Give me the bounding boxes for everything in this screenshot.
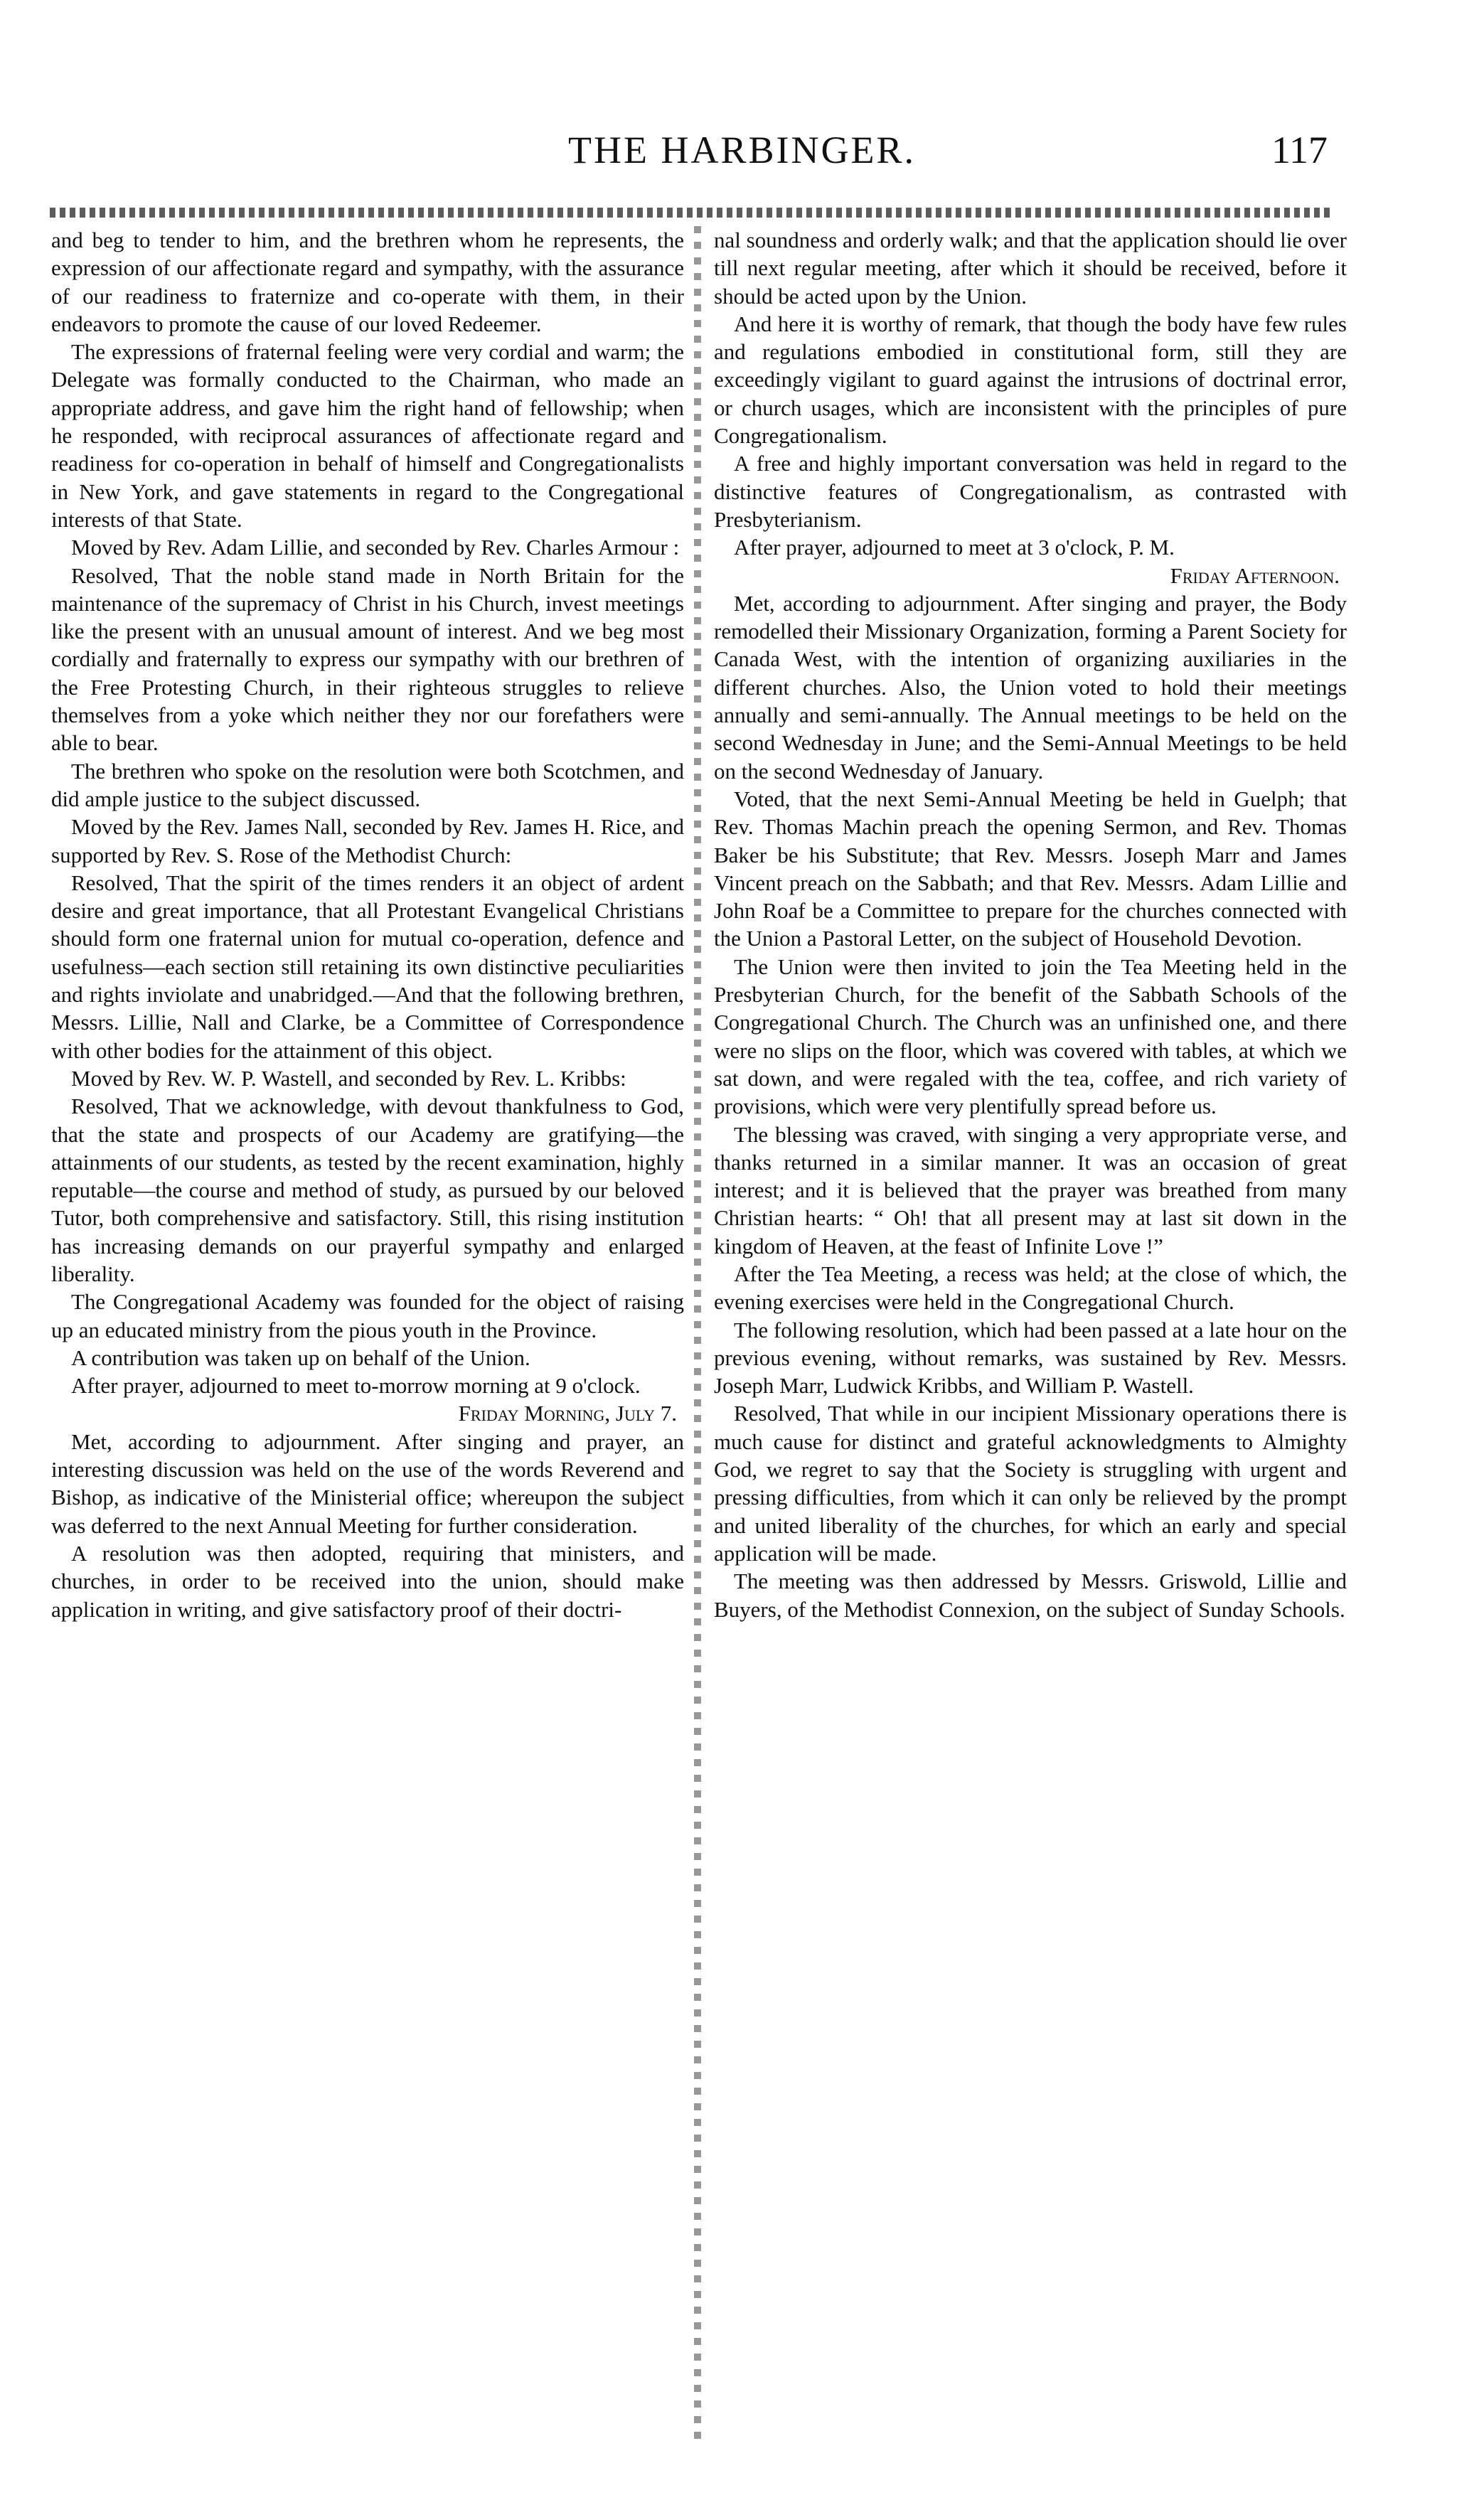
paragraph: Met, according to adjournment. After singing and prayer, an interesting discussion was held on the use of the words Reverend and Bishop, as indicative of the Ministerial office; whereupon the subject was deferred to the next Annual Meeting for further consideration. — [51, 1428, 684, 1538]
paragraph: The Congregational Academy was founded for the object of raising up an educated ministry from the pious youth in the Province. — [51, 1289, 684, 1342]
paragraph: The expressions of fraternal feeling were very cordial and warm; the Delegate was formally conducted to the Chairman, who made an appropriate address, and gave him the right hand of fellowship; when he responded, with reciprocal assurances of affectionate regard and readiness for co-operation in behalf of himself and Congregationalists in New York, and gave statements in regard to the Congregational interests of that State. — [51, 339, 684, 532]
page-number: 117 — [1271, 129, 1328, 171]
paragraph: A contribution was taken up on behalf of the Union. — [71, 1345, 530, 1370]
header-rule — [50, 208, 1330, 218]
paragraph: A free and highly important conversation was held in regard to the distinctive features of Congregationalism, as contrasted with Presbyterianism. — [714, 451, 1347, 532]
paragraph: Moved by Rev. Adam Lillie, and seconded by Rev. Charles Armour : — [71, 535, 680, 560]
paragraph: Moved by the Rev. James Nall, seconded by Rev. James H. Rice, and supported by Rev. S. Rose of the Methodist Church: — [51, 814, 684, 867]
section-heading: Friday Morning, July 7. — [458, 1401, 677, 1426]
section-heading: Friday Afternoon. — [1170, 562, 1340, 588]
paragraph: The brethren who spoke on the resolution were both Scotchmen, and did ample justice to the subject discussed. — [51, 758, 684, 811]
paragraph: The Union were then invited to join the Tea Meeting held in the Presbyterian Church, for the benefit of the Sabbath Schools of the Congregational Church. The Church was an unfinished one, and there were no slips on the floor, which was covered with tables, at which we sat down, and were regaled with the tea, coffee, and rich variety of provisions, which were very plentifully spread before us. — [714, 953, 1347, 1119]
paragraph: Resolved, That while in our incipient Missionary operations there is much cause for distinct and grateful acknowledgments to Almighty God, we regret to say that the Society is struggling with urgent and pressing difficulties, from which it can only be relieved by the prompt and united liberality of the churches, for which an early and special application will be made. — [714, 1401, 1347, 1566]
paragraph: The meeting was then addressed by Messrs. Griswold, Lillie and Buyers, of the Methodist Connexion, on the subject of Sunday Schools. — [714, 1569, 1347, 1622]
right-column — [714, 226, 1347, 2445]
paragraph: Met, according to adjournment. After singing and prayer, the Body remodelled their Missionary Organization, forming a Parent Society for Canada West, with the intention of organizing auxiliaries in the different churches. Also, the Union voted to hold their meetings annually and semi-annually. The Annual meetings to be held on the second Wednesday in June; and the Semi-Annual Meetings to be held on the second Wednesday of January. — [714, 590, 1347, 784]
paragraph: After prayer, adjourned to meet to-morrow morning at 9 o'clock. — [71, 1373, 641, 1399]
left-column — [51, 226, 684, 2445]
paragraph: A resolution was then adopted, requiring that ministers, and churches, in order to be received into the union, should make application in writing, and give satisfactory proof of their doctri- — [51, 1540, 684, 1622]
paragraph: The following resolution, which had been passed at a late hour on the previous evening, without remarks, was sustained by Rev. Messrs. Joseph Marr, Ludwick Kribbs, and William P. Wastell. — [714, 1317, 1347, 1399]
column-divider — [694, 226, 701, 2445]
paragraph: And here it is worthy of remark, that though the body have few rules and regulations embodied in constitutional form, still they are exceedingly vigilant to guard against the intrusions of doctrinal error, or church usages, which are inconsistent with the principles of pure Congregationalism. — [714, 311, 1347, 449]
paragraph: Resolved, That the noble stand made in North Britain for the maintenance of the supremacy of Christ in his Church, invest meetings like the present with an unusual amount of interest. And we beg most cordially and fraternally to express our sympathy with our brethren of the Free Protesting Church, in their righteous struggles to relieve themselves from a yoke which neither they nor our forefathers were able to bear. — [51, 562, 684, 756]
paragraph: The blessing was craved, with singing a very appropriate verse, and thanks returned in a similar manner. It was an occasion of great interest; and it is believed that the prayer was breathed from many Christian hearts: “ Oh! that all present may at last sit down in the kingdom of Heaven, at the feast of Infinite Love !” — [714, 1121, 1347, 1259]
paragraph: nal soundness and orderly walk; and that the application should lie over till next regular meeting, after which it should be received, before it should be acted upon by the Union. — [714, 228, 1347, 309]
running-title: THE HARBINGER. — [568, 129, 916, 171]
paragraph: Resolved, That the spirit of the times renders it an object of ardent desire and great importance, that all Protestant Evangelical Christians should form one fraternal union for mutual co-operation, defence and usefulness—each section still retaining its own distinctive peculiarities and rights inviolate and unabridged.—And that the following brethren, Messrs. Lillie, Nall and Clarke, be a Committee of Correspondence with other bodies for the attainment of this object. — [51, 870, 684, 1063]
paragraph: Resolved, That we acknowledge, with devout thankfulness to God, that the state and prospects of our Academy are gratifying—the attainments of our students, as tested by the recent examination, highly reputable—the course and method of study, as pursued by our beloved Tutor, both comprehensive and satisfactory. Still, this rising institution has increasing demands on our prayerful sympathy and enlarged liberality. — [51, 1094, 684, 1286]
paragraph: After the Tea Meeting, a recess was held; at the close of which, the evening exercises were held in the Congregational Church. — [714, 1261, 1347, 1315]
page-header — [0, 128, 1484, 192]
paragraph: Voted, that the next Semi-Annual Meeting be held in Guelph; that Rev. Thomas Machin preach the opening Sermon, and Rev. Thomas Baker be his Substitute; that Rev. Messrs. Joseph Marr and James Vincent preach on the Sabbath; and that Rev. Messrs. Adam Lillie and John Roaf be a Committee to prepare for the churches connected with the Union a Pastoral Letter, on the subject of Household Devotion. — [714, 786, 1347, 951]
paragraph: After prayer, adjourned to meet at 3 o'clock, P. M. — [734, 535, 1175, 560]
paragraph: Moved by Rev. W. P. Wastell, and seconded by Rev. L. Kribbs: — [71, 1065, 626, 1091]
paragraph: and beg to tender to him, and the brethren whom he represents, the expression of our affectionate regard and sympathy, with the assurance of our readiness to fraternize and co-operate with them, in their endeavors to promote the cause of our loved Redeemer. — [51, 228, 684, 336]
